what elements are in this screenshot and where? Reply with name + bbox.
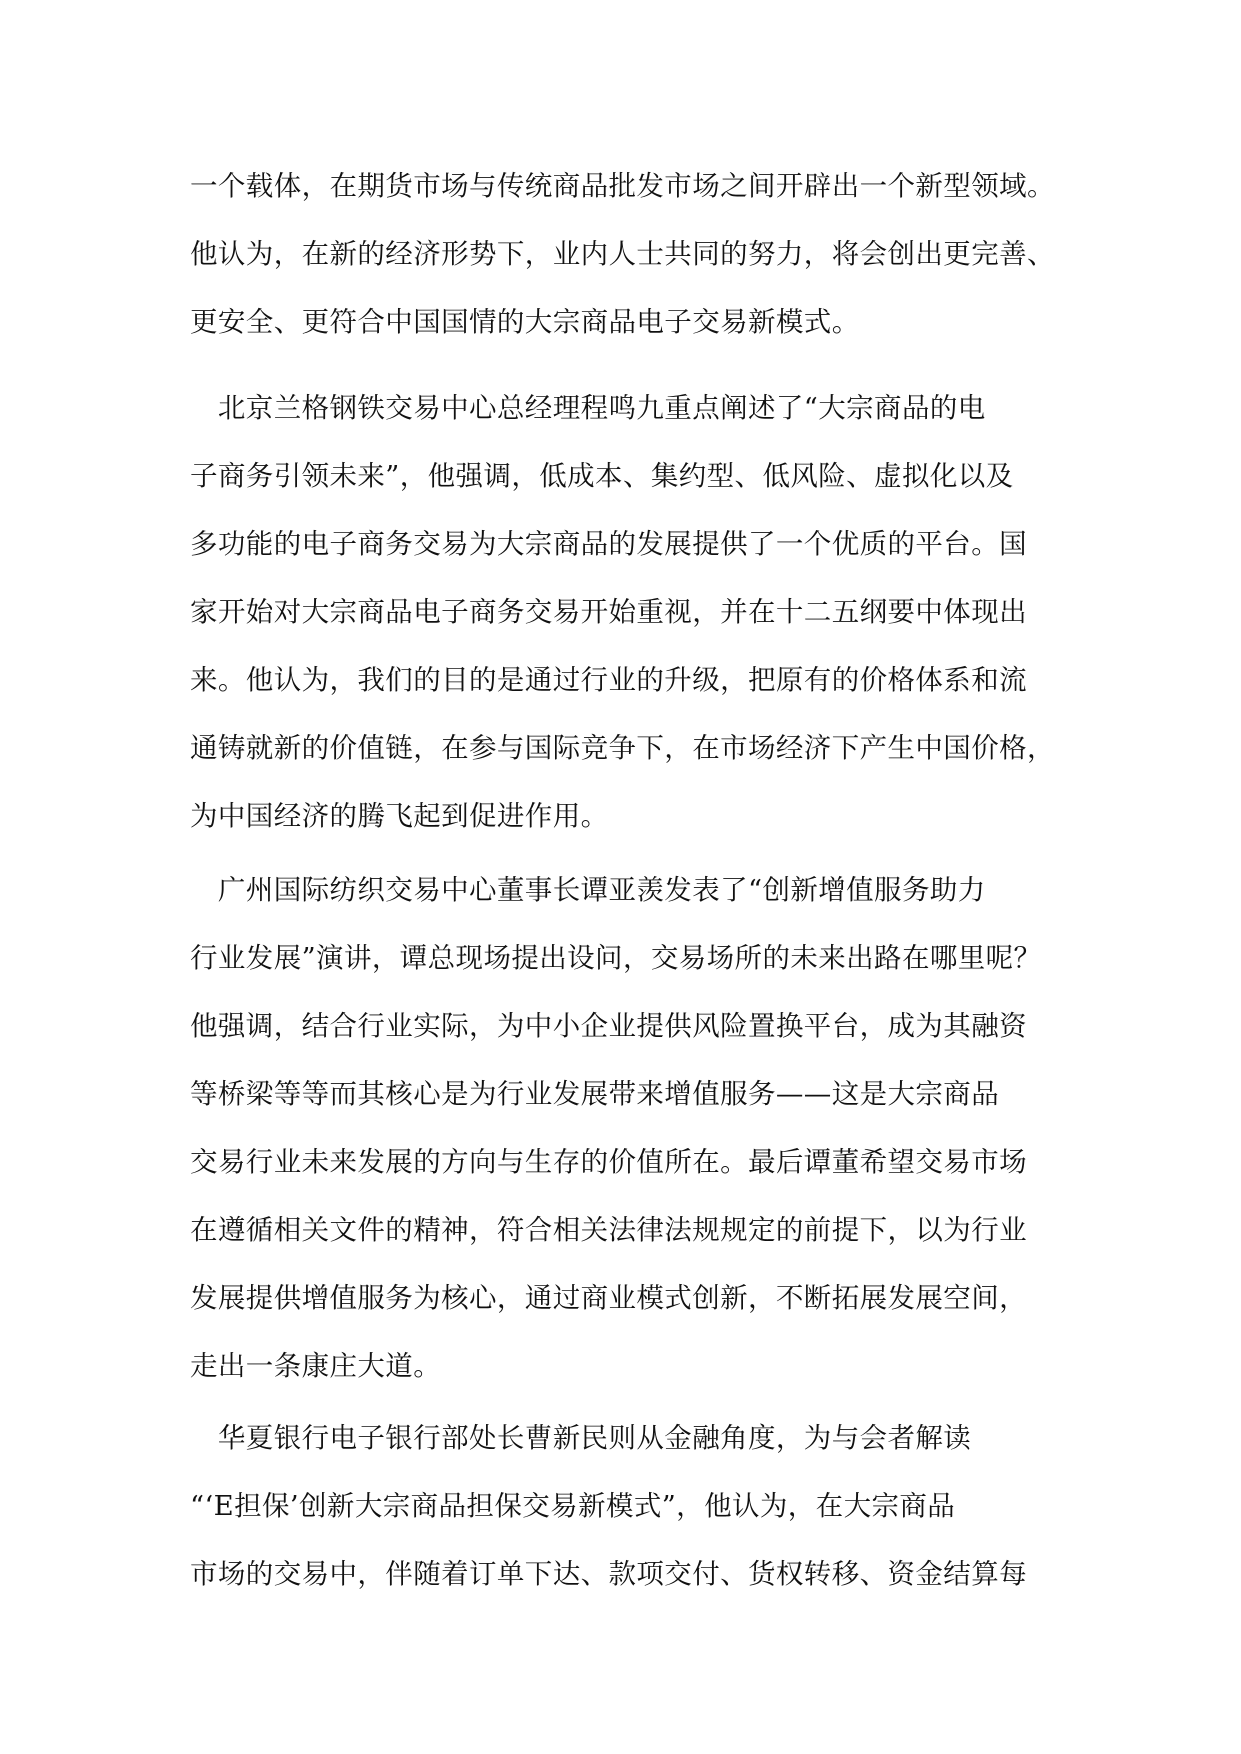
text-line: 走出一条康庄大道。 (190, 1350, 442, 1382)
text-line: 交易行业未来发展的方向与生存的价值所在。最后谭董希望交易市场 (190, 1146, 1027, 1178)
text-line: 发展提供增值服务为核心，通过商业模式创新，不断拓展发展空间， (190, 1282, 1027, 1314)
text-line: “‘E担保’创新大宗商品担保交易新模式”，他认为，在大宗商品 (190, 1490, 956, 1522)
paragraph-4 (190, 1404, 1070, 1608)
text-line: 一个载体，在期货市场与传统商品批发市场之间开辟出一个新型领域。 (190, 170, 1055, 202)
text-line: 通铸就新的价值链，在参与国际竞争下，在市场经济下产生中国价格， (190, 732, 1055, 764)
text-line: 多功能的电子商务交易为大宗商品的发展提供了一个优质的平台。国 (190, 528, 1027, 560)
text-line: 在遵循相关文件的精神，符合相关法律法规规定的前提下，以为行业 (190, 1214, 1027, 1246)
text-line: 更安全、更符合中国国情的大宗商品电子交易新模式。 (190, 306, 860, 338)
text-line: 市场的交易中，伴随着订单下达、款项交付、货权转移、资金结算每 (190, 1558, 1027, 1590)
text-line: 为中国经济的腾飞起到促进作用。 (190, 800, 609, 832)
paragraph-2 (190, 374, 1070, 850)
text-line: 华夏银行电子银行部处长曹新民则从金融角度，为与会者解读 (190, 1422, 972, 1454)
text-line: 家开始对大宗商品电子商务交易开始重视，并在十二五纲要中体现出 (190, 596, 1027, 628)
text-line: 行业发展”演讲，谭总现场提出设问，交易场所的未来出路在哪里呢？ (190, 942, 1042, 974)
text-line: 北京兰格钢铁交易中心总经理程鸣九重点阐述了“大宗商品的电 (190, 392, 986, 424)
text-line: 等桥梁等等而其核心是为行业发展带来增值服务——这是大宗商品 (190, 1078, 1000, 1110)
paragraph-1 (190, 152, 1070, 356)
text-line: 子商务引领未来”，他强调，低成本、集约型、低风险、虚拟化以及 (190, 460, 1014, 492)
text-line: 他认为，在新的经济形势下，业内人士共同的努力，将会创出更完善、 (190, 238, 1055, 270)
text-line: 广州国际纺织交易中心董事长谭亚羡发表了“创新增值服务助力 (190, 874, 986, 906)
text-line: 他强调，结合行业实际，为中小企业提供风险置换平台，成为其融资 (190, 1010, 1027, 1042)
text-line: 来。他认为，我们的目的是通过行业的升级，把原有的价格体系和流 (190, 664, 1027, 696)
paragraph-3 (190, 856, 1070, 1400)
